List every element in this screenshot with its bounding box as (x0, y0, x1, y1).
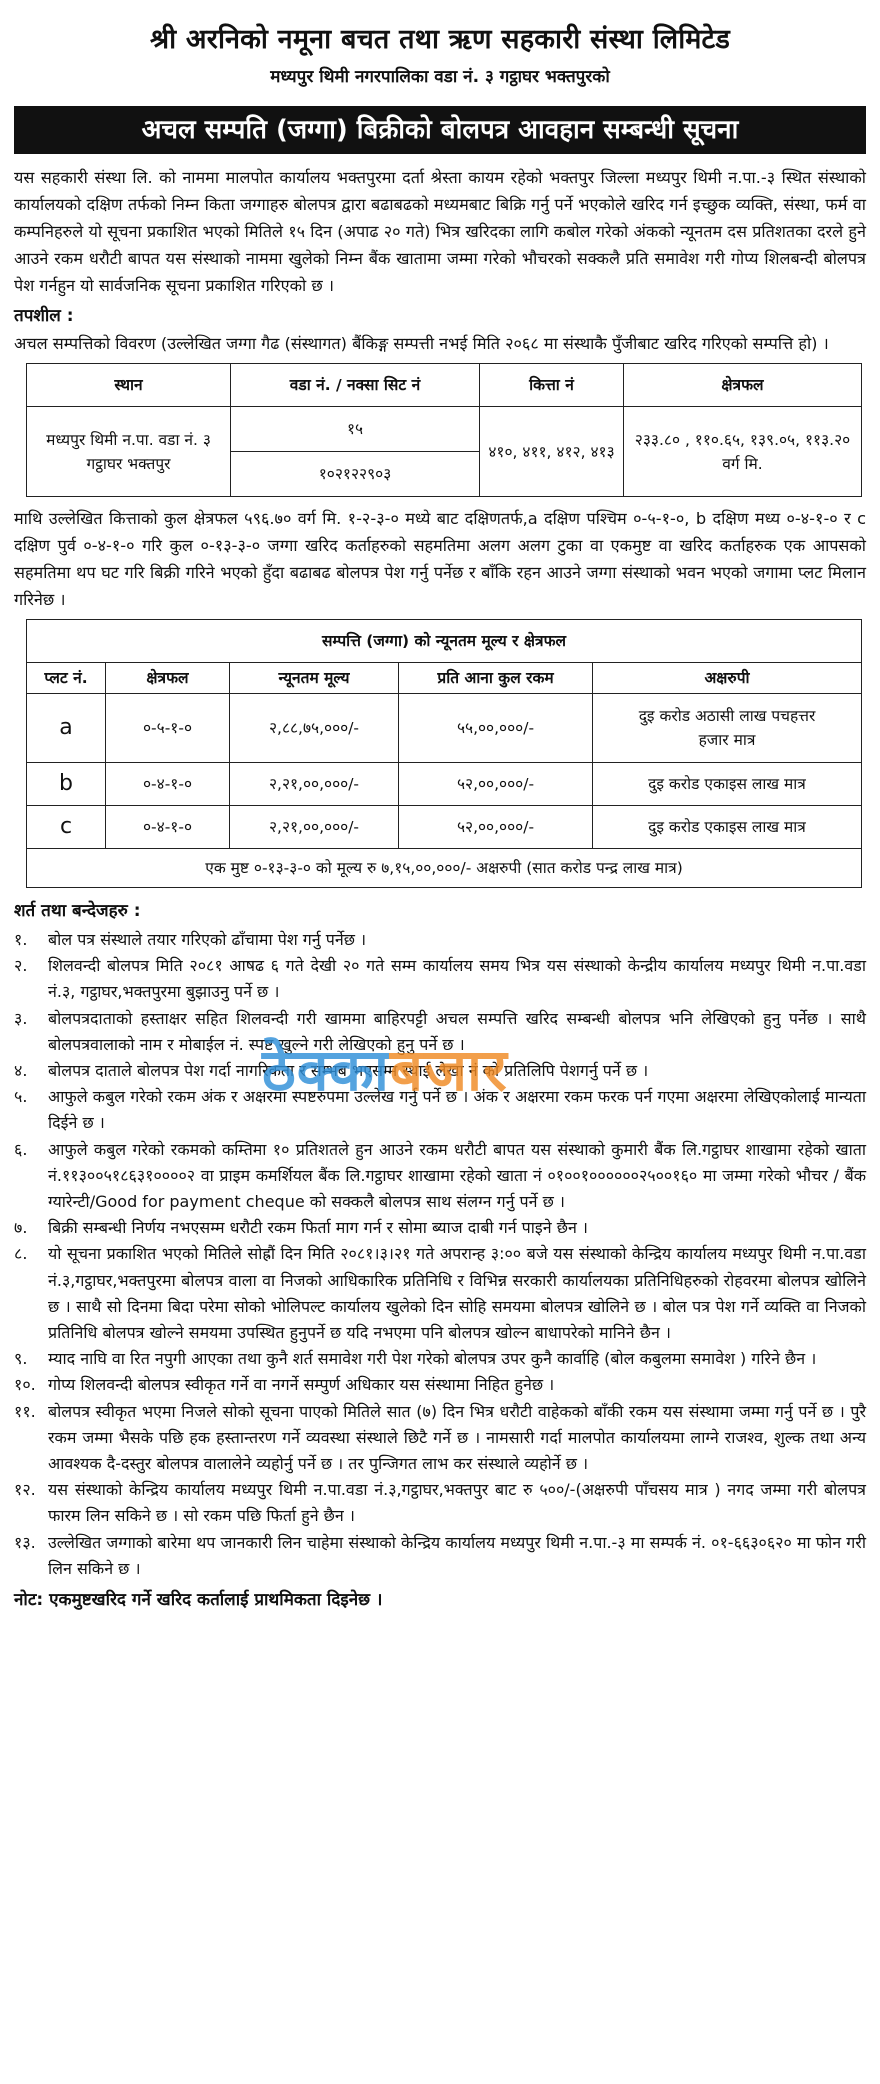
list-item: १२. यस संस्थाको केन्द्रिय कार्यालय मध्यपुर थिमी न.पा.वडा नं.३,गट्ठाघर,भक्तपुर बाट रु ५००/-(अक्षरुपी पाँचसय मात्र ) नगद जम्मा गरी बोलपत्र फारम लिन सकिने छ । सो रकम पछि फिर्ता हुने छैन । (14, 1480, 866, 1526)
header-kitta: कित्ता नं (480, 364, 624, 407)
list-item: ५. आफुले कबुल गरेको रकम अंक र अक्षरमा स्पष्टरुपमा उल्लेख गर्नु पर्ने छ । अंक र अक्षरमा रकम फरक पर्न गएमा अक्षरमा लेखिएकोलाई मान्यता दिईने छ । (14, 1087, 866, 1133)
note: नोट: एकमुष्टखरिद गर्ने खरिद कर्तालाई प्राथमिकता दिइनेछ । (14, 1590, 383, 1611)
property-table-header (27, 364, 862, 407)
table-row (27, 763, 862, 806)
plot-in-words: दुइ करोड एकाइस लाख मात्र (593, 806, 862, 849)
watermark-part2: बजार (389, 1036, 508, 1104)
header-in-words: अक्षरुपी (593, 663, 862, 694)
terms-heading: शर्त तथा बन्देजहरु : (14, 901, 141, 921)
plot-no: c (27, 806, 106, 849)
header-plot-area: क्षेत्रफल (106, 663, 230, 694)
price-table-total: एक मुष्ट ०-१३-३-० को मूल्य रु ७,१५,००,०००/- अक्षरुपी (सात करोड पन्द्र लाख मात्र) (27, 849, 862, 888)
plot-area: ०-५-१-० (106, 694, 230, 763)
header-plot-no: प्लट नं. (27, 663, 106, 694)
list-item: ११. बोलपत्र स्वीकृत भएमा निजले सोको सूचना पाएको मितिले सात (७) दिन भित्र धरौटी वाहेकको बाँकी रकम यस संस्थामा जम्मा गर्नु पर्ने छ । पुरै रकम जम्मा भैसके पछि हक हस्तान्तरण गर्ने व्यवस्था संस्थाले छिटै गर्ने छ । नामसारी गर्दा मालपोत कार्यालयमा लाग्ने राजश्व, शुल्क तथा अन्य आवश्यक दै-दस्तुर बोलपत्र वालालेने व्यहोर्नु पर्ने छ । तर पुन्जिगत लाभ कर संस्थाले व्यहोर्ने छ । (14, 1401, 866, 1474)
list-item: ३. बोलपत्रदाताको हस्ताक्षर सहित शिलवन्दी गरी खाममा बाहिरपट्टी अचल सम्पत्ति खरिद सम्बन्धी बोलपत्र भनि लेखिएको हुनु पर्नेछ । साथै बोलपत्रवालाको नाम र मोबाईल नं. स्पष्ट खुल्ने गरी लेखिएको हुनु पर्ने छ । (14, 1008, 866, 1054)
plot-area: ०-४-१-० (106, 806, 230, 849)
price-table-caption: सम्पत्ति (जग्गा) को न्यूनतम मूल्य र क्षेत्रफल (27, 620, 862, 663)
plot-min-price: २,२१,००,०००/- (230, 763, 399, 806)
plot-per-aana: ५२,००,०००/- (399, 806, 593, 849)
notice-title-banner: अचल सम्पति (जग्गा) बिक्रीको बोलपत्र आवहान सम्बन्धी सूचना (14, 106, 866, 154)
property-row (27, 407, 862, 452)
property-table (26, 363, 862, 497)
plot-per-aana: ५५,००,०००/- (399, 694, 593, 763)
cell-location: मध्यपुर थिमी न.पा. वडा नं. ३ गट्ठाघर भक्तपुर (27, 407, 231, 497)
list-item: १३. उल्लेखित जग्गाको बारेमा थप जानकारी लिन चाहेमा संस्थाको केन्द्रिय कार्यालय मध्यपुर थिमी न.पा.-३ मा सम्पर्क नं. ०१-६६३०६२० मा फोन गरी लिन सकिने छ । (14, 1532, 866, 1578)
header-min-price: न्यूनतम मूल्य (230, 663, 399, 694)
table-row (27, 694, 862, 763)
header-location: स्थान (27, 364, 231, 407)
plot-min-price: २,२१,००,०००/- (230, 806, 399, 849)
cell-area: २३३.८० , ११०.६५, १३९.०५, ११३.२० वर्ग मि. (624, 407, 862, 497)
plot-paragraph: माथि उल्लेखित कित्ताको कुल क्षेत्रफल ५९६.७० वर्ग मि. १-२-३-० मध्ये बाट दक्षिणतर्फ,a दक्षिण पश्चिम ०-५-१-०, b दक्षिण मध्य ०-४-१-० र c दक्षिण पुर्व ०-४-१-० गरि कुल ०-१३-३-० जग्गा खरिद कर्ताहरुको सहमतिमा अलग अलग टुका वा एकमुष्ट वा खरिद कर्ताहरुक एक आपसको सहमतिमा थप घट गरि बिक्री गरिने भएको हुँदा बढाबढ बोलपत्र पेश गर्नु पर्नेछ र बाँकि रहन आउने जग्गा संस्थाको भवन भएको जगामा प्लट मिलान गरिनेछ । (14, 509, 866, 609)
list-item: १. बोल पत्र संस्थाले तयार गरिएको ढाँचामा पेश गर्नु पर्नेछ । (14, 930, 367, 949)
list-item: ६. आफुले कबुल गरेको रकमको कम्तिमा १० प्रतिशतले हुन आउने रकम धरौटी बापत यस संस्थाको कुमारी बैंक लि.गट्ठाघर शाखामा रहेको खाता नं.११३००५१८६३१००००२ वा प्राइम कमर्शियल बैंक लि.गट्ठाघर शाखामा रहेको खाता नं ०१००१००००००२५००१६० मा जम्मा गरेको भौचर / बैंक ग्यारेन्टी/Good for payment cheque को सक्कलै बोलपत्र साथ संलग्न गर्नु पर्ने छ । (14, 1139, 866, 1212)
header-per-aana: प्रति आना कुल रकम (399, 663, 593, 694)
cell-kitta: ४१०, ४११, ४१२, ४१३ (480, 407, 624, 497)
terms-list (14, 927, 866, 1582)
table-row (27, 806, 862, 849)
details-paragraph: अचल सम्पत्तिको विवरण (उल्लेखित जग्गा गैढ (संस्थागत) बैंकिङ्ग सम्पत्ती नभई मिति २०६८ मा संस्थाकै पुँजीबाट खरिद गरिएको सम्पत्ति हो) । (14, 334, 829, 353)
plot-in-words: दुइ करोड अठासी लाख पचहत्तर हजार मात्र (593, 694, 862, 763)
watermark-part1: ठेक्का (262, 1036, 390, 1104)
plot-in-words: दुइ करोड एकाइस लाख मात्र (593, 763, 862, 806)
cell-ward-no: १५ (231, 407, 480, 452)
list-item: १०. गोप्य शिलवन्दी बोलपत्र स्वीकृत गर्ने वा नगर्ने सम्पुर्ण अधिकार यस संस्थामा निहित हुनेछ । (14, 1375, 555, 1395)
price-table-header (27, 663, 862, 694)
plot-per-aana: ५२,००,०००/- (399, 763, 593, 806)
price-table (26, 619, 862, 888)
list-item: ८. यो सूचना प्रकाशित भएको मितिले सोह्रौं दिन मिति २०८१।३।२१ गते अपरान्ह ३:०० बजे यस संस्थाको केन्द्रिय कार्यालय मध्यपुर थिमी न.पा.वडा नं.३,गट्ठाघर,भक्तपुरमा बोलपत्र वाला वा निजको आधिकारिक प्रतिनिधि र विभिन्न सरकारी कार्यालयका प्रतिनिधिहरुको रोहवरमा बोलपत्र खोलिने छ । साथै सो दिनमा बिदा परेमा सोको भोलिपल्ट कार्यालय खुलेको दिन सोहि समयमा बोलपत्र खोलिने छ । बोल पत्र पेश गर्ने व्यक्ति वा निजको प्रतिनिधि बोलपत्र खोल्ने समयमा उपस्थित हुनुपर्ने छ यदि नभएमा पनि बोलपत्र खोल्न बाधापरेको मानिने छैन । (14, 1244, 866, 1343)
plot-min-price: २,८८,७५,०००/- (230, 694, 399, 763)
cell-map-sheet: १०२१२२९०३ (231, 452, 480, 497)
details-heading: तपशील : (14, 306, 74, 326)
header-area: क्षेत्रफल (624, 364, 862, 407)
watermark-logo (262, 1028, 508, 1107)
plot-area: ०-४-१-० (106, 763, 230, 806)
list-item: ९. म्याद नाघि वा रित नपुगी आएका तथा कुनै शर्त समावेश गरी पेश गरेको बोलपत्र उपर कुनै कार्वाहि (बोल कबुलमा समावेश ) गरिने छैन । (14, 1349, 817, 1369)
plot-no: b (27, 763, 106, 806)
list-item: ४. बोलपत्र दाताले बोलपत्र पेश गर्दा नागरिकता र सम्भब भएसम्म स्थाई लेखा नं को प्रतिलिपि पेशगर्नु पर्ने छ । (14, 1061, 649, 1081)
plot-no: a (27, 694, 106, 763)
org-name: श्री अरनिको नमूना बचत तथा ऋण सहकारी संस्था लिमिटेड (149, 24, 731, 55)
list-item: २. शिलवन्दी बोलपत्र मिति २०८१ आषढ ६ गते देखी २० गते सम्म कार्यालय समय भित्र यस संस्थाको केन्द्रीय कार्यालय मध्यपुर थिमी न.पा.वडा नं.३, गट्ठाघर,भक्तपुरमा बुझाउनु पर्ने छ । (14, 956, 866, 1002)
org-address: मध्यपुर थिमी नगरपालिका वडा नं. ३ गट्ठाघर भक्तपुरको (270, 67, 610, 87)
header-ward-map: वडा नं. / नक्सा सिट नं (231, 364, 480, 407)
intro-paragraph: यस सहकारी संस्था लि. को नाममा मालपोत कार्यालय भक्तपुरमा दर्ता श्रेस्ता कायम रहेको भक्तपुर जिल्ला मध्यपुर थिमी न.पा.-३ स्थित संस्थाको कार्यालयको दक्षिण तर्फको निम्न किता जग्गाहरु बोलपत्र द्वारा बढाबढको मध्यमबाट बिक्रि गर्नु पर्ने भएकोले खरिद गर्न इच्छुक व्यक्ति, संस्था, फर्म वा कम्पनिहरुले यो सूचना प्रकाशित भएको मितिले १५ दिन (अपाढ २० गते) भित्र खरिदका लागि कबोल गरेको अंकको न्यूनतम दस प्रतिशतका दरले हुने आउने रकम धरौटी बापत यस संस्थाको नाममा खुलेको निम्न बैंक खातामा जम्मा गरेको भौचरको सक्कलै प्रति समावेश गरी गोप्य शिलबन्दी बोलपत्र पेश गर्नहुन यो सार्वजनिक सूचना प्रकाशित गरिएको छ । (14, 168, 866, 295)
list-item: ७. बिक्री सम्बन्धी निर्णय नभएसम्म धरौटी रकम फिर्ता माग गर्न र सोमा ब्याज दाबी गर्न पाइने छैन । (14, 1218, 588, 1238)
